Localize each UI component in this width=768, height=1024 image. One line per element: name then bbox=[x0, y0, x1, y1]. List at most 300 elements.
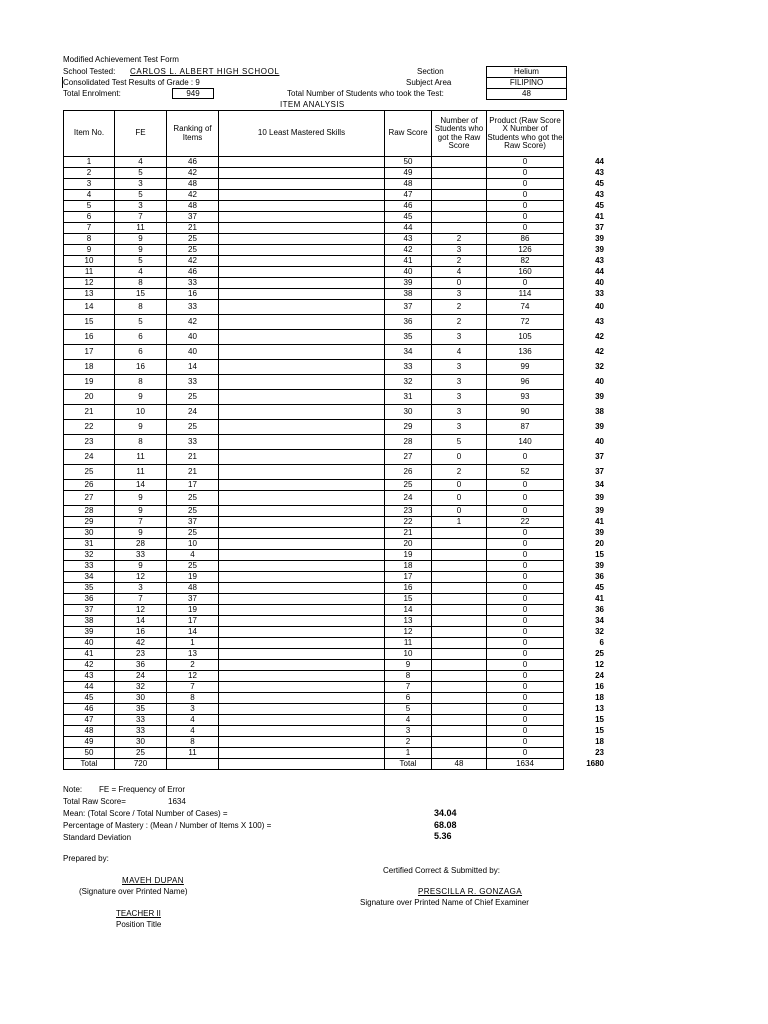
cell-skill bbox=[219, 256, 385, 267]
cell-fe: 8 bbox=[115, 375, 167, 390]
cell-skill bbox=[219, 405, 385, 420]
table-row bbox=[64, 660, 564, 671]
cell-product: 0 bbox=[487, 638, 564, 649]
cell-product: 0 bbox=[487, 627, 564, 638]
extra-value: 40 bbox=[595, 277, 604, 287]
table-row bbox=[64, 223, 564, 234]
cell-product: 140 bbox=[487, 435, 564, 450]
cell-fe: 28 bbox=[115, 539, 167, 550]
cell-skill bbox=[219, 315, 385, 330]
cell-raw-score: 38 bbox=[385, 289, 432, 300]
cell-fe: 5 bbox=[115, 190, 167, 201]
cell-item-no: 29 bbox=[64, 517, 115, 528]
cell-num-students: 0 bbox=[432, 278, 487, 289]
cell-ranking: 4 bbox=[167, 715, 219, 726]
cell-ranking: 19 bbox=[167, 572, 219, 583]
cell-skill bbox=[219, 450, 385, 465]
table-row bbox=[64, 330, 564, 345]
cell-skill bbox=[219, 190, 385, 201]
cell-num-students bbox=[432, 157, 487, 168]
cell-product: 86 bbox=[487, 234, 564, 245]
cell-fe: 8 bbox=[115, 435, 167, 450]
cell-skill bbox=[219, 289, 385, 300]
cell-num-students: 4 bbox=[432, 267, 487, 278]
extra-value: 25 bbox=[595, 648, 604, 658]
extra-value: 37 bbox=[595, 451, 604, 461]
cell-product: 52 bbox=[487, 465, 564, 480]
cell-raw-score: 14 bbox=[385, 605, 432, 616]
table-row bbox=[64, 300, 564, 315]
cell-num-students: 0 bbox=[432, 491, 487, 506]
table-row bbox=[64, 616, 564, 627]
cell-product: 160 bbox=[487, 267, 564, 278]
cell-item-no: 16 bbox=[64, 330, 115, 345]
cell-ranking: 46 bbox=[167, 267, 219, 278]
cell-ranking: 17 bbox=[167, 616, 219, 627]
cell-raw-score: 3 bbox=[385, 726, 432, 737]
cell-item-no: 25 bbox=[64, 465, 115, 480]
cell-item-no: 26 bbox=[64, 480, 115, 491]
cell-fe: 9 bbox=[115, 491, 167, 506]
extra-value: 39 bbox=[595, 505, 604, 515]
cell-num-students: 2 bbox=[432, 465, 487, 480]
cell-raw-score: 11 bbox=[385, 638, 432, 649]
total-product: 1634 bbox=[487, 759, 564, 770]
cell-num-students bbox=[432, 627, 487, 638]
table-row bbox=[64, 201, 564, 212]
cell-fe: 11 bbox=[115, 465, 167, 480]
col-ranking: Ranking of Items bbox=[167, 111, 219, 157]
cell-fe: 3 bbox=[115, 583, 167, 594]
cell-fe: 9 bbox=[115, 234, 167, 245]
cell-raw-score: 2 bbox=[385, 737, 432, 748]
cell-raw-score: 36 bbox=[385, 315, 432, 330]
enrolment-label: Total Enrolment: bbox=[63, 89, 121, 98]
table-row bbox=[64, 506, 564, 517]
cell-fe: 35 bbox=[115, 704, 167, 715]
cell-num-students: 1 bbox=[432, 517, 487, 528]
cell-ranking: 37 bbox=[167, 212, 219, 223]
cell-ranking: 10 bbox=[167, 539, 219, 550]
cell-product: 99 bbox=[487, 360, 564, 375]
cell-product: 0 bbox=[487, 605, 564, 616]
extra-value: 40 bbox=[595, 301, 604, 311]
table-row bbox=[64, 360, 564, 375]
cell-raw-score: 43 bbox=[385, 234, 432, 245]
certified-label: Certified Correct & Submitted by: bbox=[383, 866, 500, 875]
cell-fe: 16 bbox=[115, 360, 167, 375]
cell-ranking: 25 bbox=[167, 234, 219, 245]
extra-value: 32 bbox=[595, 626, 604, 636]
cell-fe: 33 bbox=[115, 715, 167, 726]
subject-value: FILIPINO bbox=[486, 77, 567, 89]
cell-product: 0 bbox=[487, 179, 564, 190]
cell-skill bbox=[219, 704, 385, 715]
cell-skill bbox=[219, 267, 385, 278]
cell-skill bbox=[219, 157, 385, 168]
cell-raw-score: 9 bbox=[385, 660, 432, 671]
cell-item-no: 3 bbox=[64, 179, 115, 190]
cell-skill bbox=[219, 300, 385, 315]
cell-skill bbox=[219, 360, 385, 375]
cell-item-no: 8 bbox=[64, 234, 115, 245]
total-num-students: 48 bbox=[432, 759, 487, 770]
cell-raw-score: 25 bbox=[385, 480, 432, 491]
cell-ranking: 33 bbox=[167, 375, 219, 390]
extra-value: 41 bbox=[595, 593, 604, 603]
cell-raw-score: 29 bbox=[385, 420, 432, 435]
cell-item-no: 37 bbox=[64, 605, 115, 616]
cell-num-students: 2 bbox=[432, 300, 487, 315]
extra-value: 6 bbox=[599, 637, 604, 647]
extra-value: 16 bbox=[595, 681, 604, 691]
cell-raw-score: 31 bbox=[385, 390, 432, 405]
table-row bbox=[64, 390, 564, 405]
table-row bbox=[64, 517, 564, 528]
cell-product: 0 bbox=[487, 278, 564, 289]
cell-product: 0 bbox=[487, 704, 564, 715]
table-row bbox=[64, 572, 564, 583]
cell-skill bbox=[219, 693, 385, 704]
cell-raw-score: 37 bbox=[385, 300, 432, 315]
cell-product: 0 bbox=[487, 480, 564, 491]
cell-ranking: 3 bbox=[167, 704, 219, 715]
cell-product: 0 bbox=[487, 682, 564, 693]
cell-raw-score: 28 bbox=[385, 435, 432, 450]
sd-value: 5.36 bbox=[434, 831, 452, 841]
cell-product: 0 bbox=[487, 223, 564, 234]
cell-raw-score: 18 bbox=[385, 561, 432, 572]
cell-fe: 9 bbox=[115, 528, 167, 539]
extra-value: 15 bbox=[595, 549, 604, 559]
cell-skill bbox=[219, 561, 385, 572]
table-row bbox=[64, 671, 564, 682]
cell-num-students: 0 bbox=[432, 506, 487, 517]
cell-fe: 7 bbox=[115, 594, 167, 605]
cell-ranking: 24 bbox=[167, 405, 219, 420]
cell-skill bbox=[219, 330, 385, 345]
cell-raw-score: 24 bbox=[385, 491, 432, 506]
cell-fe: 3 bbox=[115, 179, 167, 190]
cell-item-no: 21 bbox=[64, 405, 115, 420]
cell-item-no: 38 bbox=[64, 616, 115, 627]
cell-num-students bbox=[432, 704, 487, 715]
cell-raw-score: 16 bbox=[385, 583, 432, 594]
cell-raw-score: 6 bbox=[385, 693, 432, 704]
table-row bbox=[64, 234, 564, 245]
cell-product: 136 bbox=[487, 345, 564, 360]
cell-fe: 10 bbox=[115, 405, 167, 420]
cell-item-no: 15 bbox=[64, 315, 115, 330]
cell-ranking: 33 bbox=[167, 435, 219, 450]
cell-item-no: 30 bbox=[64, 528, 115, 539]
cell-ranking: 4 bbox=[167, 726, 219, 737]
cell-product: 0 bbox=[487, 561, 564, 572]
cell-skill bbox=[219, 278, 385, 289]
cell-product: 0 bbox=[487, 528, 564, 539]
cell-num-students bbox=[432, 594, 487, 605]
cell-num-students bbox=[432, 550, 487, 561]
cell-fe: 4 bbox=[115, 267, 167, 278]
cell-ranking: 13 bbox=[167, 649, 219, 660]
cell-raw-score: 17 bbox=[385, 572, 432, 583]
cell-fe: 32 bbox=[115, 682, 167, 693]
cell-raw-score: 49 bbox=[385, 168, 432, 179]
cell-skill bbox=[219, 572, 385, 583]
took-test-label: Total Number of Students who took the Test: bbox=[287, 89, 444, 98]
cell-ranking: 11 bbox=[167, 748, 219, 759]
cell-product: 0 bbox=[487, 168, 564, 179]
cell-skill bbox=[219, 726, 385, 737]
extra-value: 45 bbox=[595, 178, 604, 188]
extra-value: 43 bbox=[595, 189, 604, 199]
cell-fe: 9 bbox=[115, 420, 167, 435]
table-row bbox=[64, 256, 564, 267]
cell-ranking: 14 bbox=[167, 627, 219, 638]
col-skills: 10 Least Mastered Skills bbox=[219, 111, 385, 157]
extra-value: 43 bbox=[595, 255, 604, 265]
examiner-name: PRESCILLA R. GONZAGA bbox=[418, 887, 523, 896]
cell-raw-score: 46 bbox=[385, 201, 432, 212]
cell-item-no: 34 bbox=[64, 572, 115, 583]
extra-value: 34 bbox=[595, 479, 604, 489]
cell-raw-score: 40 bbox=[385, 267, 432, 278]
cell-ranking: 8 bbox=[167, 737, 219, 748]
table-row bbox=[64, 157, 564, 168]
cell-product: 0 bbox=[487, 506, 564, 517]
cell-item-no: 12 bbox=[64, 278, 115, 289]
cell-item-no: 40 bbox=[64, 638, 115, 649]
cell-product: 0 bbox=[487, 649, 564, 660]
cell-num-students: 3 bbox=[432, 330, 487, 345]
cell-fe: 33 bbox=[115, 726, 167, 737]
cell-ranking: 21 bbox=[167, 465, 219, 480]
extra-value: 39 bbox=[595, 421, 604, 431]
cell-num-students bbox=[432, 179, 487, 190]
cell-fe: 9 bbox=[115, 506, 167, 517]
extra-value: 39 bbox=[595, 233, 604, 243]
cell-fe: 11 bbox=[115, 223, 167, 234]
extra-value: 43 bbox=[595, 167, 604, 177]
cell-raw-score: 27 bbox=[385, 450, 432, 465]
cell-raw-score: 23 bbox=[385, 506, 432, 517]
cell-num-students bbox=[432, 572, 487, 583]
cell-product: 0 bbox=[487, 190, 564, 201]
cell-skill bbox=[219, 748, 385, 759]
totals-row bbox=[64, 759, 564, 770]
extra-value: 18 bbox=[595, 736, 604, 746]
cell-ranking: 1 bbox=[167, 638, 219, 649]
cell-product: 0 bbox=[487, 550, 564, 561]
cell-product: 105 bbox=[487, 330, 564, 345]
cell-num-students bbox=[432, 168, 487, 179]
cell-raw-score: 26 bbox=[385, 465, 432, 480]
col-fe: FE bbox=[115, 111, 167, 157]
table-row bbox=[64, 638, 564, 649]
cell-raw-score: 41 bbox=[385, 256, 432, 267]
section-value: Helium bbox=[486, 66, 567, 78]
subject-label: Subject Area bbox=[406, 78, 452, 87]
cell-raw-score: 22 bbox=[385, 517, 432, 528]
cell-product: 0 bbox=[487, 594, 564, 605]
total-label: Total bbox=[64, 759, 115, 770]
cell-ranking: 48 bbox=[167, 179, 219, 190]
position-caption: Position Title bbox=[116, 920, 162, 929]
cell-ranking: 37 bbox=[167, 594, 219, 605]
cell-ranking: 25 bbox=[167, 561, 219, 572]
table-row bbox=[64, 748, 564, 759]
cell-item-no: 36 bbox=[64, 594, 115, 605]
cell-skill bbox=[219, 616, 385, 627]
table-row bbox=[64, 704, 564, 715]
cell-item-no: 35 bbox=[64, 583, 115, 594]
extra-value: 32 bbox=[595, 361, 604, 371]
cell-item-no: 31 bbox=[64, 539, 115, 550]
cell-num-students bbox=[432, 561, 487, 572]
cell-item-no: 43 bbox=[64, 671, 115, 682]
extra-value: 12 bbox=[595, 659, 604, 669]
cell-skill bbox=[219, 550, 385, 561]
table-row bbox=[64, 278, 564, 289]
cell-num-students: 3 bbox=[432, 360, 487, 375]
cell-fe: 12 bbox=[115, 605, 167, 616]
cell-item-no: 5 bbox=[64, 201, 115, 212]
cell-item-no: 41 bbox=[64, 649, 115, 660]
extra-value: 44 bbox=[595, 156, 604, 166]
cell-fe: 11 bbox=[115, 450, 167, 465]
cell-raw-score: 33 bbox=[385, 360, 432, 375]
extra-value: 36 bbox=[595, 571, 604, 581]
cell-num-students: 0 bbox=[432, 480, 487, 491]
cell-num-students bbox=[432, 682, 487, 693]
cell-num-students bbox=[432, 693, 487, 704]
cell-fe: 9 bbox=[115, 245, 167, 256]
col-item-no: Item No. bbox=[64, 111, 115, 157]
cell-fe: 30 bbox=[115, 693, 167, 704]
table-row bbox=[64, 435, 564, 450]
cell-fe: 7 bbox=[115, 517, 167, 528]
cell-item-no: 23 bbox=[64, 435, 115, 450]
extra-value: 39 bbox=[595, 244, 604, 254]
cell-fe: 6 bbox=[115, 330, 167, 345]
cell-item-no: 24 bbox=[64, 450, 115, 465]
extra-value: 34 bbox=[595, 615, 604, 625]
extra-value: 39 bbox=[595, 560, 604, 570]
cell-num-students: 0 bbox=[432, 450, 487, 465]
cell-item-no: 17 bbox=[64, 345, 115, 360]
col-raw-score: Raw Score bbox=[385, 111, 432, 157]
cell-ranking: 33 bbox=[167, 278, 219, 289]
mastery-value: 68.08 bbox=[434, 820, 457, 830]
cell-num-students: 3 bbox=[432, 420, 487, 435]
extra-value: 39 bbox=[595, 527, 604, 537]
table-row bbox=[64, 649, 564, 660]
cell-product: 0 bbox=[487, 583, 564, 594]
cell-product: 0 bbox=[487, 157, 564, 168]
cell-ranking: 19 bbox=[167, 605, 219, 616]
cell-item-no: 6 bbox=[64, 212, 115, 223]
total-blank bbox=[219, 759, 385, 770]
extra-value: 13 bbox=[595, 703, 604, 713]
cell-product: 74 bbox=[487, 300, 564, 315]
cell-item-no: 46 bbox=[64, 704, 115, 715]
cell-num-students bbox=[432, 539, 487, 550]
cell-ranking: 25 bbox=[167, 491, 219, 506]
extra-value: 33 bbox=[595, 288, 604, 298]
cell-num-students bbox=[432, 616, 487, 627]
cell-fe: 16 bbox=[115, 627, 167, 638]
cell-num-students bbox=[432, 605, 487, 616]
cell-marker bbox=[62, 77, 63, 88]
cell-ranking: 42 bbox=[167, 190, 219, 201]
cell-item-no: 28 bbox=[64, 506, 115, 517]
cell-item-no: 2 bbox=[64, 168, 115, 179]
cell-raw-score: 13 bbox=[385, 616, 432, 627]
cell-raw-score: 20 bbox=[385, 539, 432, 550]
cell-product: 0 bbox=[487, 671, 564, 682]
cell-product: 0 bbox=[487, 737, 564, 748]
cell-fe: 12 bbox=[115, 572, 167, 583]
cell-product: 0 bbox=[487, 726, 564, 737]
cell-fe: 15 bbox=[115, 289, 167, 300]
cell-num-students: 3 bbox=[432, 289, 487, 300]
table-header-row bbox=[64, 111, 564, 157]
cell-ranking: 40 bbox=[167, 345, 219, 360]
table-row bbox=[64, 561, 564, 572]
cell-skill bbox=[219, 465, 385, 480]
section-label: Section bbox=[417, 67, 444, 76]
table-row bbox=[64, 726, 564, 737]
table-row bbox=[64, 405, 564, 420]
cell-skill bbox=[219, 420, 385, 435]
extra-value: 45 bbox=[595, 200, 604, 210]
cell-skill bbox=[219, 435, 385, 450]
cell-product: 0 bbox=[487, 660, 564, 671]
cell-num-students: 3 bbox=[432, 405, 487, 420]
cell-ranking: 21 bbox=[167, 450, 219, 465]
cell-ranking: 7 bbox=[167, 682, 219, 693]
cell-item-no: 4 bbox=[64, 190, 115, 201]
took-test-value: 48 bbox=[486, 88, 567, 100]
cell-product: 0 bbox=[487, 450, 564, 465]
cell-item-no: 18 bbox=[64, 360, 115, 375]
table-row bbox=[64, 289, 564, 300]
cell-num-students bbox=[432, 748, 487, 759]
cell-product: 0 bbox=[487, 693, 564, 704]
col-product: Product (Raw Score X Number of Students who got the Raw Score) bbox=[487, 111, 564, 157]
cell-item-no: 14 bbox=[64, 300, 115, 315]
table-row bbox=[64, 737, 564, 748]
table-row bbox=[64, 212, 564, 223]
cell-fe: 9 bbox=[115, 390, 167, 405]
cell-raw-score: 35 bbox=[385, 330, 432, 345]
extra-value: 37 bbox=[595, 222, 604, 232]
extra-value: 39 bbox=[595, 391, 604, 401]
table-row bbox=[64, 594, 564, 605]
cell-fe: 14 bbox=[115, 480, 167, 491]
cell-raw-score: 50 bbox=[385, 157, 432, 168]
cell-num-students bbox=[432, 671, 487, 682]
preparer-name: MAVEH DUPAN bbox=[122, 876, 184, 885]
extra-value: 41 bbox=[595, 516, 604, 526]
cell-skill bbox=[219, 737, 385, 748]
table-row bbox=[64, 267, 564, 278]
cell-raw-score: 7 bbox=[385, 682, 432, 693]
cell-skill bbox=[219, 638, 385, 649]
cell-raw-score: 42 bbox=[385, 245, 432, 256]
cell-item-no: 27 bbox=[64, 491, 115, 506]
extra-value: 40 bbox=[595, 436, 604, 446]
